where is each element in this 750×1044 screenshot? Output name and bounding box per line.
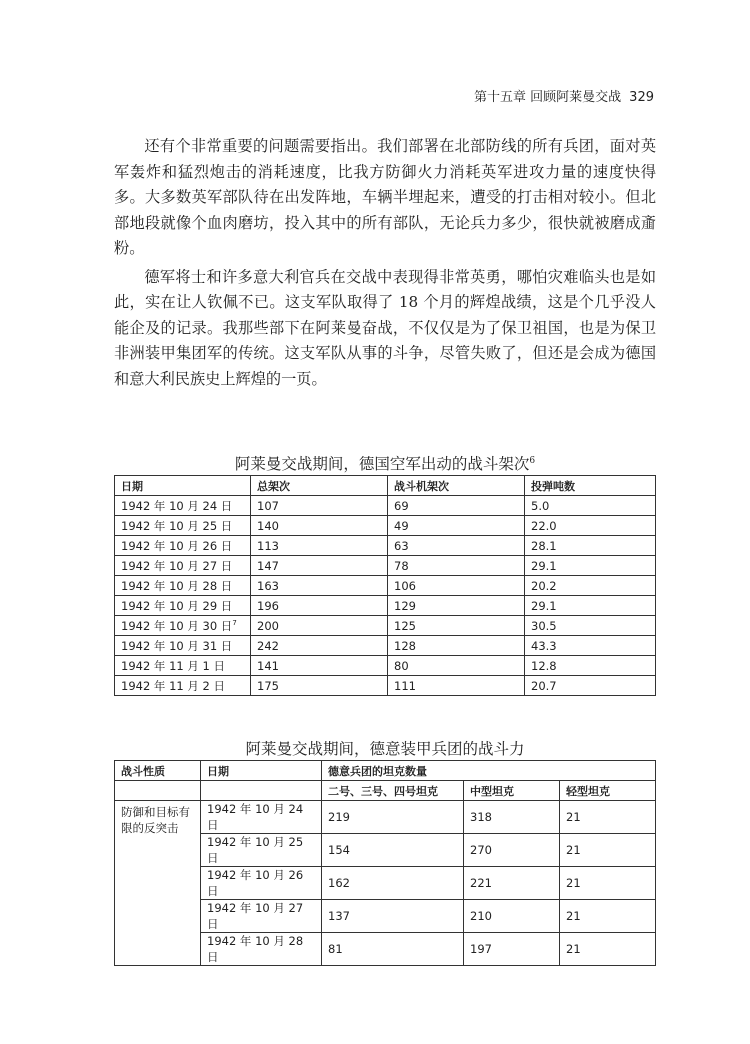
table-row [115, 576, 656, 596]
column-header: 日期 [201, 761, 322, 781]
bomb-tonnage-cell: 30.5 [525, 616, 656, 636]
date-cell [115, 596, 251, 616]
combat-type-cell: 防御和目标有限的反突击 [115, 801, 201, 966]
paragraph: 还有个非常重要的问题需要指出。我们部署在北部防线的所有兵团，面对英军轰炸和猛烈炮击的消耗速度，比我方防御火力消耗英军进攻力量的速度快得多。大多数英军部队待在出发阵地，车辆半埋起来，遭受的打击相对较小。但北部地段就像个血肉磨坊，投入其中的所有部队，无论兵力多少，很快就被磨成齑粉。 [114, 137, 656, 257]
fighter-sorties-cell: 69 [388, 496, 525, 516]
fighter-sorties-cell: 129 [388, 596, 525, 616]
table-header-row [115, 476, 656, 496]
column-header: 战斗性质 [115, 761, 201, 781]
table-row [115, 596, 656, 616]
fighter-sorties-cell: 78 [388, 556, 525, 576]
tank-count-cell: 154 [322, 834, 464, 867]
date-cell [115, 676, 251, 696]
tank-count-cell: 21 [560, 801, 656, 834]
column-header: 日期 [115, 476, 251, 496]
table-row [115, 676, 656, 696]
date-cell [115, 616, 251, 636]
bomb-tonnage-cell: 22.0 [525, 516, 656, 536]
table2-caption: 阿莱曼交战期间，德意装甲兵团的战斗力 [245, 740, 525, 758]
table-row [115, 496, 656, 516]
date-cell: 1942 年 10 月 25 日 [201, 834, 322, 867]
date-text: 1942 年 10 月 31 日 [121, 638, 233, 653]
column-header: 中型坦克 [464, 781, 560, 801]
date-text: 1942 年 10 月 26 日 [121, 538, 233, 553]
tank-count-cell: 162 [322, 867, 464, 900]
fighter-sorties-cell: 125 [388, 616, 525, 636]
date-cell [115, 656, 251, 676]
table-row [115, 516, 656, 536]
date-text: 1942 年 10 月 24 日 [121, 498, 233, 513]
bomb-tonnage-cell: 20.2 [525, 576, 656, 596]
column-header: 二号、三号、四号坦克 [322, 781, 464, 801]
date-cell [115, 516, 251, 536]
total-sorties-cell: 140 [251, 516, 388, 536]
tank-count-cell: 81 [322, 933, 464, 966]
fighter-sorties-cell: 106 [388, 576, 525, 596]
tank-count-cell: 21 [560, 867, 656, 900]
table-row [115, 636, 656, 656]
fighter-sorties-cell: 111 [388, 676, 525, 696]
column-group-header: 德意兵团的坦克数量 [322, 761, 656, 781]
table-row [115, 616, 656, 636]
bomb-tonnage-cell: 29.1 [525, 556, 656, 576]
column-header: 战斗机架次 [388, 476, 525, 496]
total-sorties-cell: 175 [251, 676, 388, 696]
column-header: 总架次 [251, 476, 388, 496]
fighter-sorties-cell: 63 [388, 536, 525, 556]
date-text: 1942 年 10 月 28 日 [121, 578, 233, 593]
total-sorties-cell: 147 [251, 556, 388, 576]
total-sorties-cell: 242 [251, 636, 388, 656]
chapter-title: 第十五章 回顾阿莱曼交战 [474, 90, 622, 105]
table1-footnote-ref: 6 [529, 455, 536, 466]
bomb-tonnage-cell: 20.7 [525, 676, 656, 696]
bomb-tonnage-cell: 29.1 [525, 596, 656, 616]
empty-header-cell [201, 781, 322, 801]
table-row [115, 536, 656, 556]
sorties-table [114, 475, 656, 696]
tank-count-cell: 21 [560, 834, 656, 867]
table1-caption [114, 452, 656, 474]
table1-caption-text: 阿莱曼交战期间，德国空军出动的战斗架次 [234, 455, 530, 473]
total-sorties-cell: 163 [251, 576, 388, 596]
bomb-tonnage-cell: 5.0 [525, 496, 656, 516]
table-row [115, 801, 656, 834]
empty-header-cell [115, 781, 201, 801]
date-cell [115, 496, 251, 516]
fighter-sorties-cell: 128 [388, 636, 525, 656]
paragraph: 德军将士和许多意大利官兵在交战中表现得非常英勇，哪怕灾难临头也是如此，实在让人钦佩不已。这支军队取得了 18 个月的辉煌战绩，这是个几乎没人能企及的记录。我那些部下在阿莱曼奋战，不仅仅是为了保卫祖国，也是为保卫非洲装甲集团军的传统。这支军队从事的斗争，尽管失败了，但还是会成为德国和意大利民族史上辉煌的一页。 [114, 267, 656, 388]
date-cell [115, 556, 251, 576]
tank-count-cell: 270 [464, 834, 560, 867]
column-header: 投弹吨数 [525, 476, 656, 496]
tank-count-cell: 21 [560, 933, 656, 966]
date-cell [115, 636, 251, 656]
fighter-sorties-cell: 49 [388, 516, 525, 536]
total-sorties-cell: 107 [251, 496, 388, 516]
bomb-tonnage-cell: 43.3 [525, 636, 656, 656]
total-sorties-cell: 113 [251, 536, 388, 556]
total-sorties-cell: 141 [251, 656, 388, 676]
page-number: 329 [629, 90, 654, 105]
tank-strength-table [114, 760, 656, 966]
date-cell [115, 576, 251, 596]
running-header [474, 86, 654, 105]
tank-count-cell: 137 [322, 900, 464, 933]
date-text: 1942 年 10 月 30 日 [121, 618, 233, 633]
tank-count-cell: 210 [464, 900, 560, 933]
table-subheader-row [115, 781, 656, 801]
column-header: 轻型坦克 [560, 781, 656, 801]
tank-count-cell: 197 [464, 933, 560, 966]
bomb-tonnage-cell: 12.8 [525, 656, 656, 676]
date-text: 1942 年 10 月 27 日 [121, 558, 233, 573]
table-row [115, 656, 656, 676]
date-text: 1942 年 11 月 2 日 [121, 678, 225, 693]
date-cell [115, 536, 251, 556]
table-header-row [115, 761, 656, 781]
tank-count-cell: 21 [560, 900, 656, 933]
table-row [115, 556, 656, 576]
date-text: 1942 年 11 月 1 日 [121, 658, 225, 673]
date-text: 1942 年 10 月 25 日 [121, 518, 233, 533]
date-cell: 1942 年 10 月 27 日 [201, 900, 322, 933]
total-sorties-cell: 196 [251, 596, 388, 616]
tank-count-cell: 318 [464, 801, 560, 834]
date-cell: 1942 年 10 月 28 日 [201, 933, 322, 966]
total-sorties-cell: 200 [251, 616, 388, 636]
date-text: 1942 年 10 月 29 日 [121, 598, 233, 613]
tank-count-cell: 221 [464, 867, 560, 900]
date-cell: 1942 年 10 月 24 日 [201, 801, 322, 834]
body-text [114, 134, 656, 395]
footnote-ref: 7 [232, 618, 237, 627]
fighter-sorties-cell: 80 [388, 656, 525, 676]
tank-count-cell: 219 [322, 801, 464, 834]
date-cell: 1942 年 10 月 26 日 [201, 867, 322, 900]
bomb-tonnage-cell: 28.1 [525, 536, 656, 556]
